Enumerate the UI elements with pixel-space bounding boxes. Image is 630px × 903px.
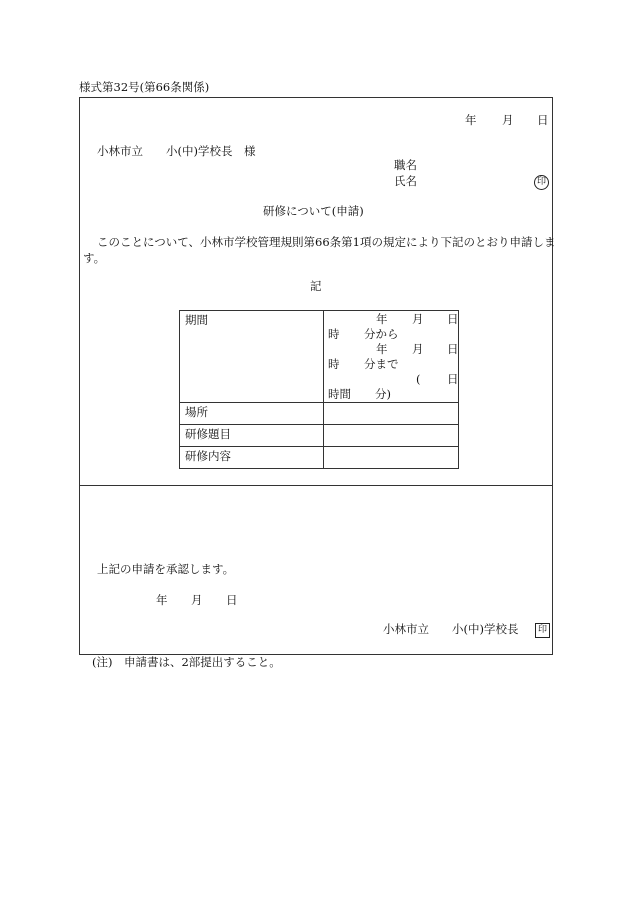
period-from-minutes: 分から — [364, 327, 399, 341]
section-divider — [80, 485, 552, 486]
approval-date-day: 日 — [226, 593, 238, 607]
body-text-line2: す。 — [83, 251, 106, 265]
date-year: 年 — [465, 113, 477, 127]
period-total-minutes: 分) — [375, 387, 391, 401]
date-day: 日 — [537, 113, 549, 127]
date-month: 月 — [502, 113, 514, 127]
period-to-minutes: 分まで — [364, 357, 399, 371]
period-total-paren: ( — [416, 372, 421, 386]
period-total-day: 日 — [447, 372, 459, 386]
period-from-day: 日 — [447, 312, 459, 326]
place-value-cell — [324, 403, 459, 425]
period-from-hour: 時 — [328, 327, 340, 341]
name-label: 氏名 — [394, 174, 417, 188]
period-from-year: 年 — [376, 312, 388, 326]
form-number: 様式第32号(第66条関係) — [79, 80, 210, 94]
period-value-cell — [324, 311, 459, 403]
application-form-box — [79, 97, 556, 655]
approval-text: 上記の申請を承認します。 — [97, 562, 235, 576]
position-label: 職名 — [394, 158, 417, 172]
content-label: 研修内容 — [180, 447, 324, 469]
period-to-hour: 時 — [328, 357, 340, 371]
footnote: (注) 申請書は、2部提出すること。 — [92, 655, 281, 669]
period-to-month: 月 — [412, 342, 424, 356]
period-total-hours: 時間 — [328, 387, 351, 401]
table-row-topic — [180, 425, 459, 447]
approval-date-month: 月 — [191, 593, 203, 607]
ki-heading: 記 — [310, 279, 322, 293]
topic-label: 研修題目 — [180, 425, 324, 447]
approval-signer: 小林市立 小(中)学校長 — [383, 622, 519, 636]
period-to-day: 日 — [447, 342, 459, 356]
applicant-seal-icon: 印 — [534, 175, 549, 190]
approval-date-year: 年 — [156, 593, 168, 607]
place-label: 場所 — [180, 403, 324, 425]
topic-value-cell — [324, 425, 459, 447]
table-row-period — [180, 311, 459, 403]
period-from-month: 月 — [412, 312, 424, 326]
period-to-year: 年 — [376, 342, 388, 356]
table-row-content — [180, 447, 459, 469]
addressee: 小林市立 小(中)学校長 様 — [97, 144, 256, 158]
principal-seal-icon: 印 — [535, 623, 550, 638]
body-text-line1: このことについて、小林市学校管理規則第66条第1項の規定により下記のとおり申請しま — [97, 235, 556, 249]
period-label: 期間 — [180, 311, 324, 403]
table-row-place — [180, 403, 459, 425]
document-title: 研修について(申請) — [263, 204, 364, 218]
details-table — [179, 310, 459, 469]
content-value-cell — [324, 447, 459, 469]
